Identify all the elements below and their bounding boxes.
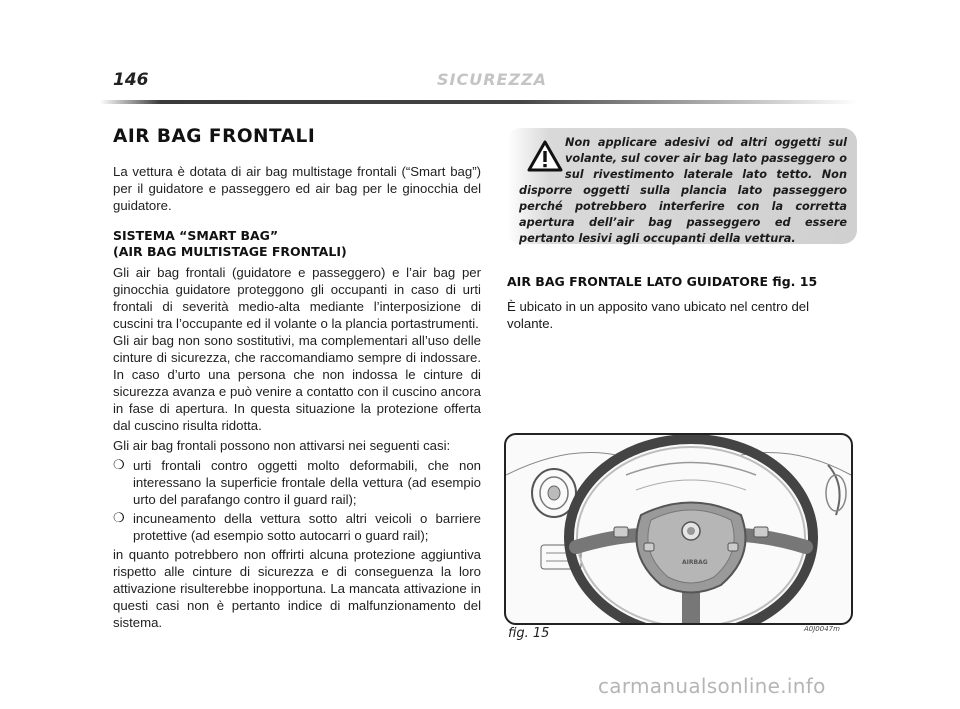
paragraph-4: in quanto potrebbero non offrirti alcuna protezione aggiuntiva rispetto alle cinture di sicurezza e di conseguenza la loro attivazione risulterebbe inopportuna. La mancata attivazione in questi casi non è pertanto indice di malfunzionamento del sistema.	[113, 547, 481, 630]
paragraph-3: Gli air bag frontali possono non attivarsi nei seguenti casi:	[113, 438, 451, 453]
intro-paragraph: La vettura è dotata di air bag multistage frontali (“Smart bag”) per il guidatore e passeggero ed air bag per le ginocchia del guidatore.	[113, 164, 481, 213]
steering-wheel-figure	[504, 433, 853, 625]
figure-code: A0J0047m	[804, 625, 840, 633]
paragraph-2: Gli air bag non sono sostitutivi, ma complementari all’uso delle cinture di sicurezza, che raccomandiamo sempre di indossare. In caso d’urto una persona che non indossa le cinture di sicurezza avanza e può venire a contatto con il cuscino ancora in fase di apertura. In questa situazione la protezione offerta dal cuscino risulta ridotta.	[113, 333, 481, 433]
main-heading: AIR BAG FRONTALI	[113, 126, 316, 147]
airbag-label: AIRBAG	[682, 559, 708, 566]
subheading	[113, 228, 481, 260]
warning-box	[507, 128, 857, 244]
right-paragraph: È ubicato in un apposito vano ubicato nel centro del volante.	[507, 299, 810, 331]
bullet-circle-icon: ❍	[113, 510, 125, 525]
warning-text: Non applicare adesivi od altri oggetti sul volante, sul cover air bag lato passeggero o sul rivestimento laterale lato tetto. Non disporre oggetti sulla plancia lato passeggero perché potrebbero interferire con la corretta apertura dell’air bag passeggero ed essere pertanto lesivi agli occupanti della vettura.	[519, 136, 847, 245]
watermark: carmanualsonline.info	[598, 674, 826, 698]
bullet-circle-icon: ❍	[113, 457, 125, 472]
steering-wheel-illustration	[506, 435, 851, 623]
subheading-line-2: (AIR BAG MULTISTAGE FRONTALI)	[113, 244, 347, 259]
list-item: ❍ urti frontali contro oggetti molto deformabili, che non interessano la superficie frontale della vettura (ad esempio urto del parafango contro il guard rail);	[113, 457, 481, 507]
right-heading: AIR BAG FRONTALE LATO GUIDATORE fig. 15	[507, 274, 818, 289]
section-title: SICUREZZA	[437, 70, 548, 89]
bullet-list	[113, 457, 481, 544]
left-column	[113, 125, 481, 631]
list-item: ❍ incuneamento della vettura sotto altri veicoli o barriere protettive (ad esempio sotto autocarri o guard rail);	[113, 510, 481, 543]
paragraph-1: Gli air bag frontali (guidatore e passeggero) e l’air bag per ginocchia guidatore proteggono gli occupanti in caso di urti frontali di severità medio-alta mediante l’interposizione di cuscini tra l’occupante ed il volante o la plancia portastrumenti.	[113, 265, 481, 331]
figure-caption: fig. 15	[508, 626, 550, 641]
right-column	[507, 274, 857, 332]
header-rule	[100, 100, 858, 104]
page-number: 146	[113, 70, 149, 90]
subheading-line-1: SISTEMA “SMART BAG”	[113, 228, 279, 243]
